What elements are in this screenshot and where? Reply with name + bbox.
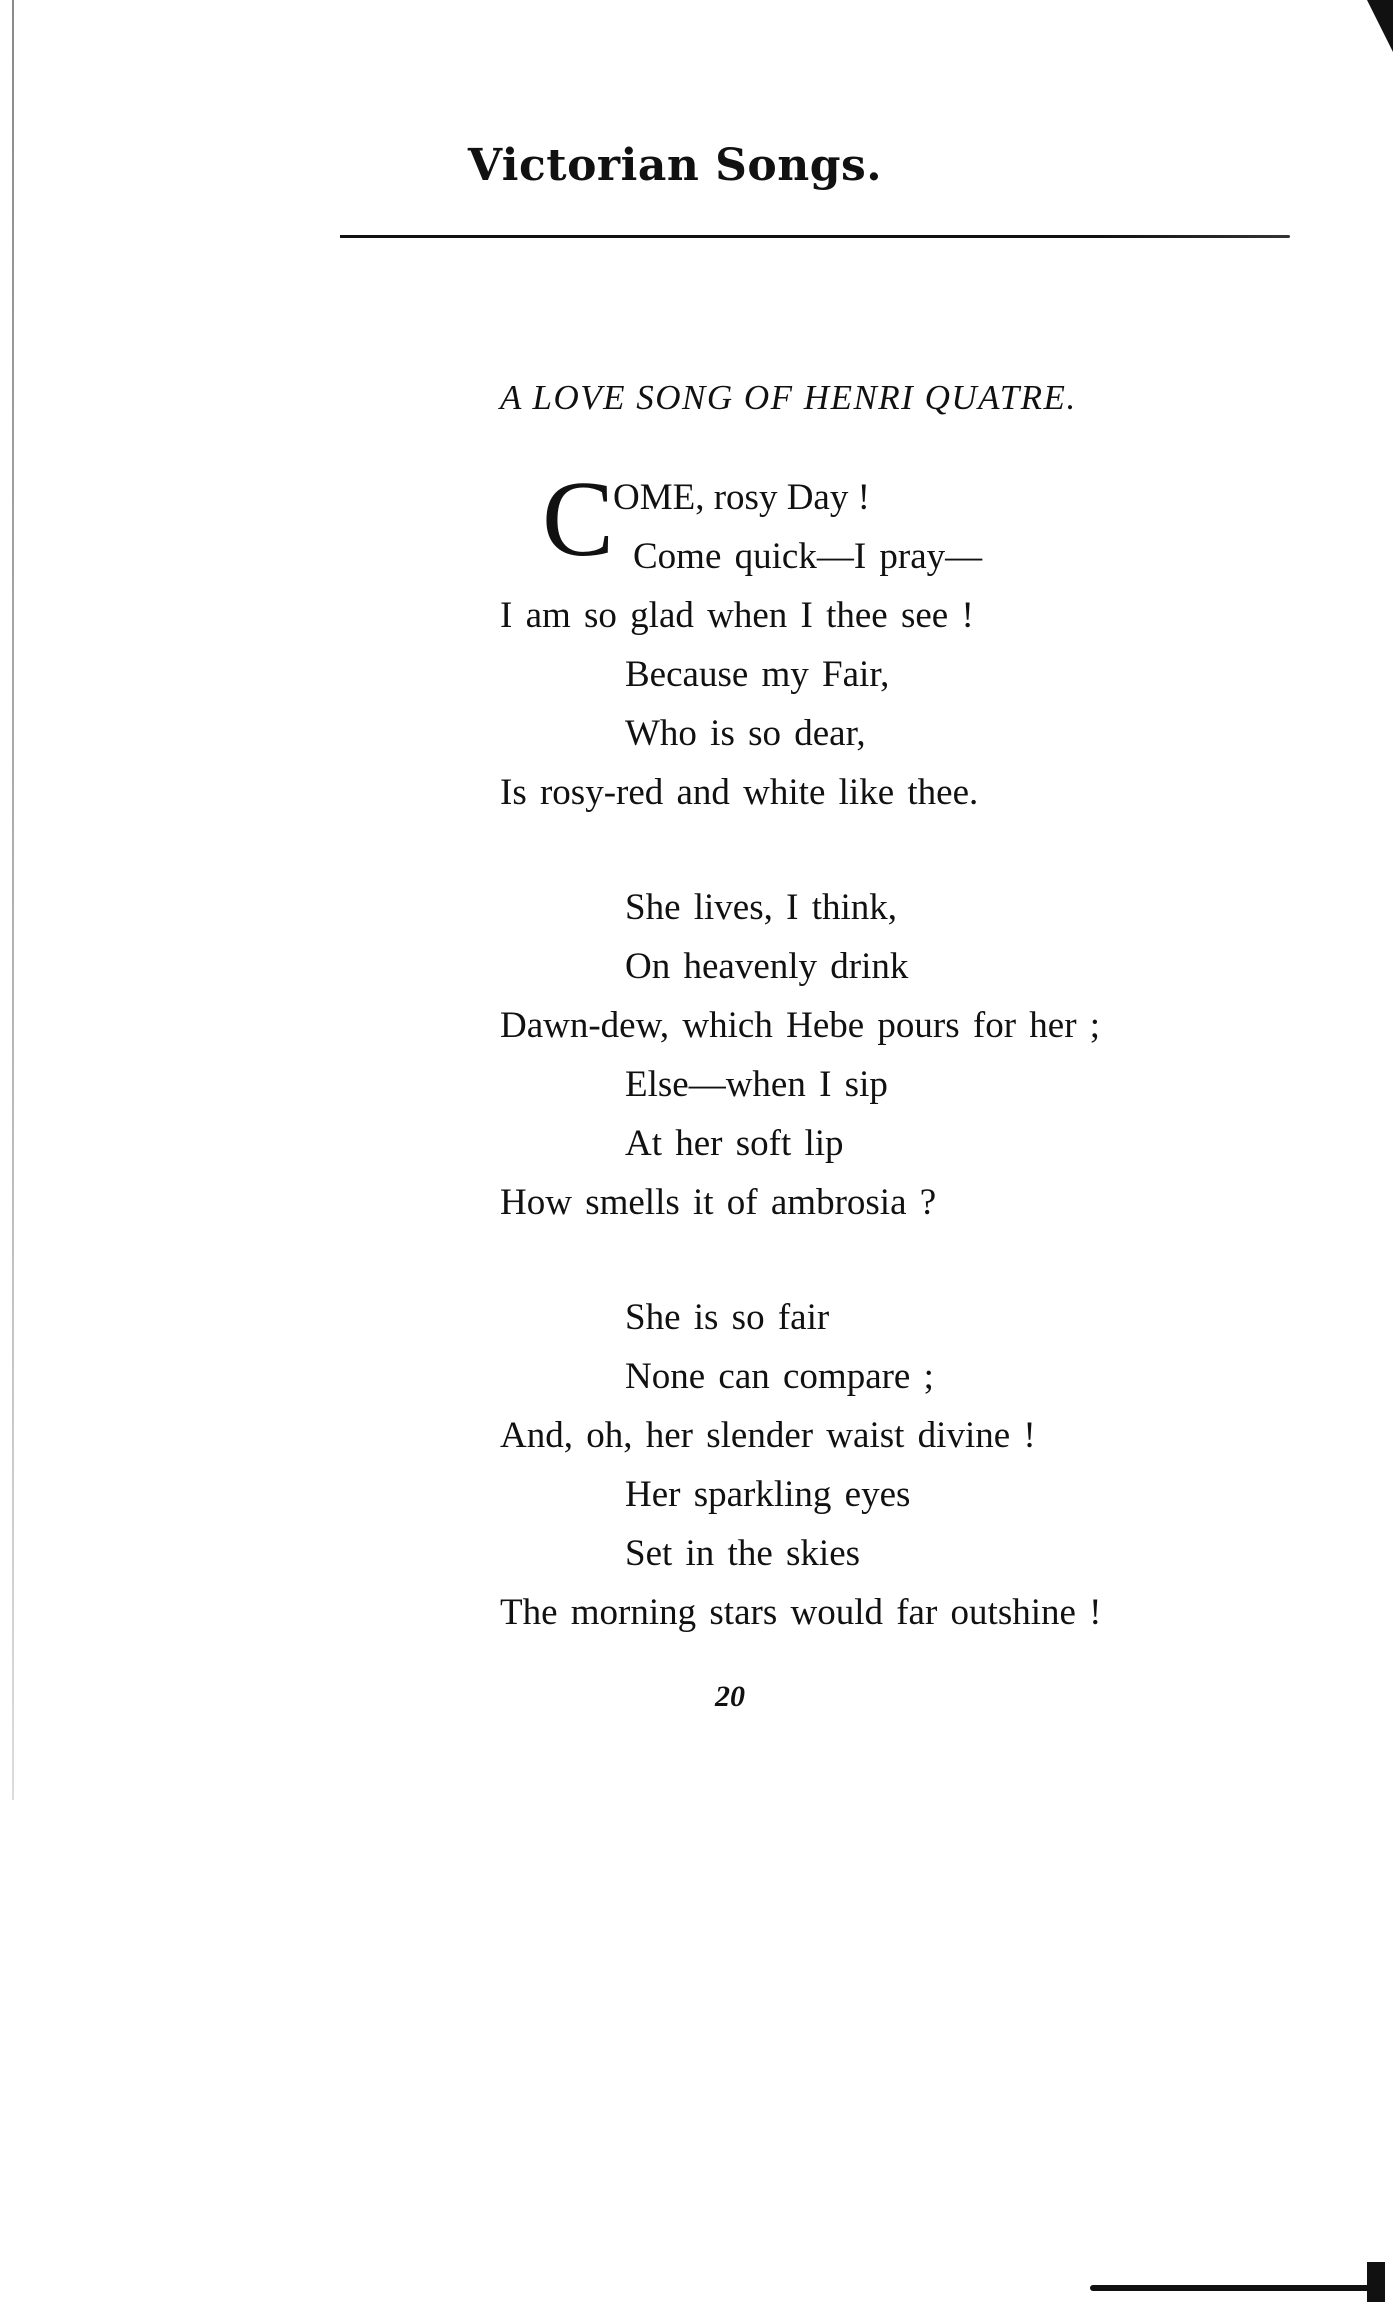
poem-line: OME, rosy Day ! <box>613 477 870 518</box>
poem-line: Come quick—I pray— <box>633 536 983 577</box>
poem-line: Dawn-dew, which Hebe pours for her ; <box>500 1005 1101 1046</box>
page-number: 20 <box>715 1680 745 1713</box>
poem-body <box>500 460 1260 1642</box>
poem-line: She is so fair <box>625 1297 830 1338</box>
scan-bottom-edge <box>1090 2285 1380 2291</box>
poem-title: A LOVE SONG OF HENRI QUATRE. <box>500 378 1077 417</box>
drop-cap: C <box>542 460 615 579</box>
poem-line: On heavenly drink <box>625 946 909 987</box>
running-head: Victorian Songs. <box>467 140 883 191</box>
poem-line: Is rosy-red and white like thee. <box>500 772 979 813</box>
poem-line: How smells it of ambrosia ? <box>500 1182 937 1223</box>
poem-line: The morning stars would far outshine ! <box>500 1592 1102 1633</box>
header-rule <box>340 235 1290 238</box>
poem-line: None can compare ; <box>625 1356 934 1397</box>
poem-line: Who is so dear, <box>625 713 866 754</box>
scan-left-edge <box>12 0 14 1800</box>
poem-line: Her sparkling eyes <box>625 1474 911 1515</box>
poem-line: Else—when I sip <box>625 1064 888 1105</box>
poem-line: And, oh, her slender waist divine ! <box>500 1415 1036 1456</box>
poem-line: Because my Fair, <box>625 654 890 695</box>
poem-line: Set in the skies <box>625 1533 861 1574</box>
stanza-break <box>500 1232 1260 1288</box>
poem-line: At her soft lip <box>625 1123 844 1164</box>
poem-line: I am so glad when I thee see ! <box>500 595 974 636</box>
scan-corner-mark-bottom <box>1367 2262 1385 2302</box>
poem-line: She lives, I think, <box>625 887 898 928</box>
stanza-break <box>500 822 1260 878</box>
scan-corner-mark <box>1367 0 1393 52</box>
